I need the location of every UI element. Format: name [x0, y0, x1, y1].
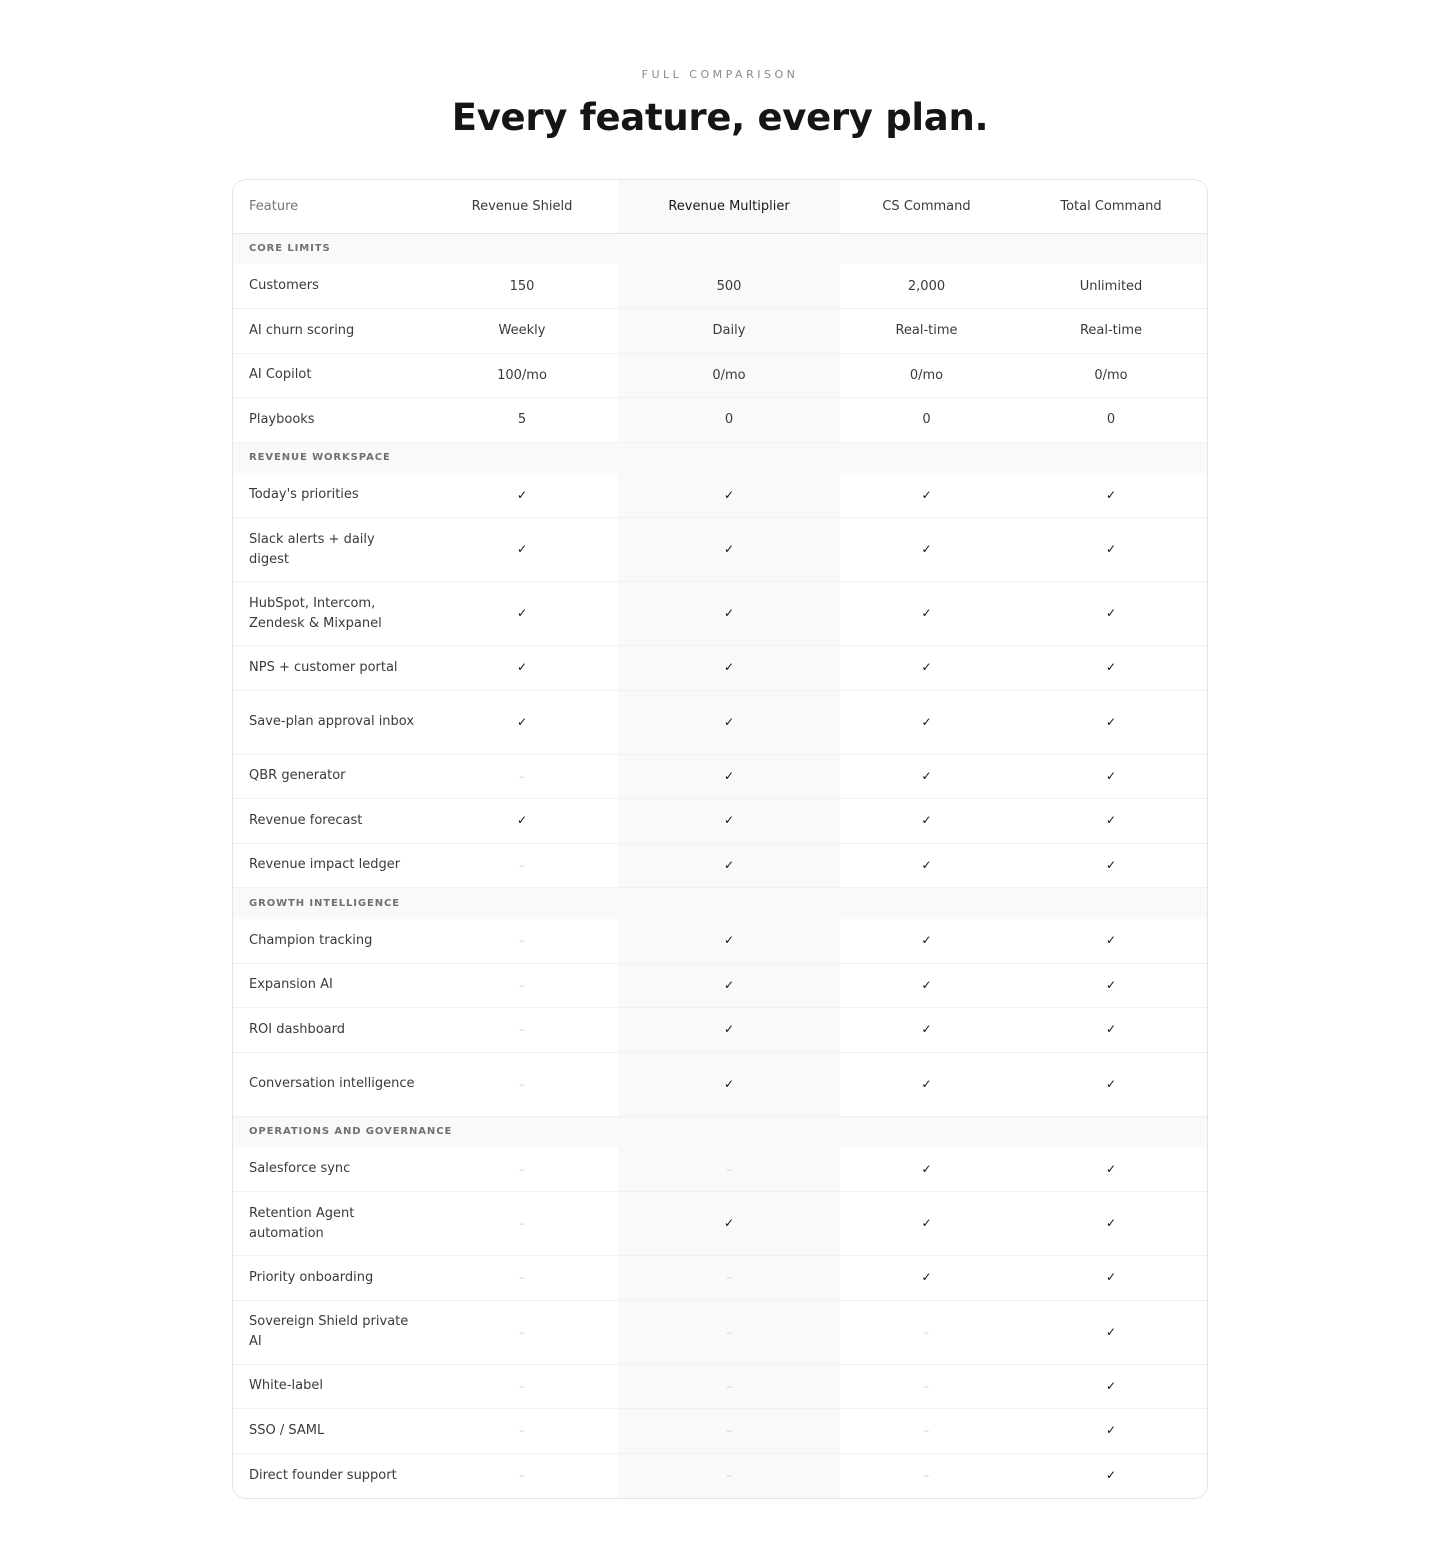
- plan-value-cell: [1013, 799, 1208, 844]
- feature-cell: [233, 398, 426, 443]
- dash-icon: –: [519, 1162, 525, 1176]
- dash-icon: –: [519, 1379, 525, 1393]
- check-icon: ✓: [1105, 1468, 1117, 1482]
- plan-value-cell: [1013, 754, 1208, 799]
- feature-label: Save-plan approval inbox: [249, 714, 415, 729]
- check-icon: ✓: [921, 487, 932, 502]
- feature-cell: [233, 1052, 426, 1116]
- table-row: [233, 309, 1208, 354]
- feature-cell: [233, 353, 426, 398]
- feature-label: ROI dashboard: [249, 1021, 346, 1037]
- plan-value-cell: [1013, 843, 1208, 888]
- check-icon: ✓: [1105, 606, 1117, 620]
- plan-value-cell: [840, 963, 1013, 1008]
- plan-value-cell: [1013, 1364, 1208, 1409]
- check-icon: ✓: [921, 933, 932, 947]
- feature-label: Playbooks: [249, 411, 315, 427]
- plan-value-cell: [426, 309, 618, 354]
- plan-value-cell: [618, 353, 840, 398]
- plan-value: 100/mo: [497, 367, 547, 383]
- check-icon: ✓: [1105, 1270, 1117, 1285]
- dash-icon: –: [519, 934, 525, 947]
- plan-value-cell: [426, 646, 618, 691]
- check-icon: ✓: [921, 768, 932, 783]
- plan-value-cell: [618, 799, 840, 844]
- feature-label: SSO / SAML: [249, 1422, 325, 1438]
- check-icon: ✓: [1105, 1216, 1117, 1230]
- feature-cell: [233, 309, 426, 354]
- table-row: [233, 754, 1208, 799]
- feature-label: HubSpot, Intercom, Zendesk & Mixpanel: [249, 595, 382, 631]
- plan-value-cell: [1013, 582, 1208, 646]
- check-icon: ✓: [921, 714, 932, 729]
- table-row: [233, 1052, 1208, 1116]
- section-eyebrow: FULL COMPARISON: [641, 68, 799, 81]
- table-row: [233, 1300, 1208, 1364]
- feature-label: Today's priorities: [249, 487, 359, 502]
- check-icon: ✓: [921, 977, 932, 992]
- check-icon: ✓: [921, 857, 932, 872]
- plan-value: Unlimited: [1079, 278, 1143, 294]
- plan-value-cell: [840, 473, 1013, 518]
- section-title: GROWTH INTELLIGENCE: [233, 888, 1208, 919]
- plan-value-cell: [840, 646, 1013, 691]
- plan-value-cell: [840, 1147, 1013, 1192]
- dash-icon: –: [519, 1424, 525, 1438]
- feature-label: Conversation intelligence: [249, 1076, 415, 1091]
- plan-value: 0: [922, 412, 931, 428]
- plan-value-cell: [1013, 309, 1208, 354]
- check-icon: ✓: [723, 1076, 735, 1091]
- plan-value-cell: [1013, 1256, 1208, 1301]
- plan-value-cell: [840, 1364, 1013, 1409]
- plan-value-cell: [1013, 690, 1208, 754]
- plan-value-cell: [618, 1052, 840, 1116]
- plan-value-cell: [426, 919, 618, 964]
- table-row: [233, 690, 1208, 754]
- dash-icon: –: [519, 858, 525, 872]
- feature-label: Revenue forecast: [249, 812, 363, 828]
- dash-icon: –: [519, 1325, 525, 1339]
- feature-label: NPS + customer portal: [249, 659, 398, 675]
- plan-value-cell: [426, 1052, 618, 1116]
- column-header-revenue-multiplier: Revenue Multiplier: [618, 180, 840, 233]
- plan-value-cell: [618, 1147, 840, 1192]
- feature-cell: [233, 963, 426, 1008]
- plan-value-cell: [840, 1256, 1013, 1301]
- dash-icon: –: [519, 978, 525, 992]
- check-icon: ✓: [1105, 714, 1117, 729]
- feature-cell: [233, 799, 426, 844]
- check-icon: ✓: [723, 813, 735, 828]
- feature-cell: [233, 1192, 426, 1256]
- check-icon: ✓: [516, 813, 528, 828]
- check-icon: ✓: [1105, 768, 1117, 783]
- dash-icon: –: [519, 769, 525, 783]
- comparison-table: [233, 180, 1208, 1498]
- plan-value-cell: [618, 1008, 840, 1053]
- plan-value-cell: [426, 353, 618, 398]
- feature-label: Revenue impact ledger: [249, 857, 401, 873]
- plan-value-cell: [426, 1453, 618, 1498]
- table-row: [233, 963, 1208, 1008]
- plan-value-cell: [1013, 1453, 1208, 1498]
- check-icon: ✓: [921, 1270, 932, 1285]
- feature-label: White-label: [249, 1378, 323, 1394]
- plan-value-cell: [618, 309, 840, 354]
- plan-value-cell: [1013, 963, 1208, 1008]
- plan-value-cell: [426, 264, 618, 309]
- check-icon: ✓: [723, 660, 735, 675]
- table-row: [233, 919, 1208, 964]
- check-icon: ✓: [723, 768, 735, 783]
- feature-label: Expansion AI: [249, 977, 333, 993]
- table-row: [233, 843, 1208, 888]
- plan-value: Weekly: [498, 323, 546, 339]
- feature-label: Customers: [249, 278, 319, 293]
- feature-cell: [233, 1364, 426, 1409]
- check-icon: ✓: [921, 1216, 932, 1230]
- table-row: [233, 1147, 1208, 1192]
- plan-value-cell: [1013, 473, 1208, 518]
- table-row: [233, 1256, 1208, 1301]
- check-icon: ✓: [1105, 1076, 1117, 1091]
- plan-value-cell: [1013, 398, 1208, 443]
- comparison-table-card: [232, 179, 1208, 1499]
- plan-value-cell: [426, 518, 618, 582]
- feature-cell: [233, 843, 426, 888]
- column-header-feature: Feature: [233, 180, 426, 233]
- feature-label: Retention Agent automation: [249, 1205, 355, 1241]
- check-icon: ✓: [1105, 1324, 1117, 1339]
- table-row: [233, 1192, 1208, 1256]
- plan-value-cell: [618, 919, 840, 964]
- plan-value-cell: [426, 1008, 618, 1053]
- check-icon: ✓: [723, 1022, 735, 1037]
- section-header-row: [233, 1116, 1208, 1147]
- plan-value-cell: [1013, 919, 1208, 964]
- check-icon: ✓: [921, 1022, 932, 1037]
- plan-value: 0: [724, 412, 734, 428]
- plan-value: 5: [517, 412, 527, 428]
- table-row: [233, 1453, 1208, 1498]
- dash-icon: –: [923, 1424, 930, 1438]
- check-icon: ✓: [723, 1216, 735, 1230]
- plan-value-cell: [426, 1147, 618, 1192]
- dash-icon: –: [726, 1162, 732, 1176]
- dash-icon: –: [519, 1469, 525, 1482]
- plan-value-cell: [840, 1192, 1013, 1256]
- section-title: OPERATIONS AND GOVERNANCE: [233, 1116, 1208, 1147]
- plan-value: 0/mo: [712, 367, 746, 383]
- check-icon: ✓: [1105, 813, 1117, 828]
- check-icon: ✓: [1105, 977, 1117, 992]
- dash-icon: –: [923, 1469, 930, 1482]
- feature-cell: [233, 1453, 426, 1498]
- plan-value-cell: [1013, 1008, 1208, 1053]
- plan-value-cell: [426, 1364, 618, 1409]
- check-icon: ✓: [921, 606, 932, 620]
- check-icon: ✓: [921, 660, 932, 675]
- feature-label: Sovereign Shield private AI: [249, 1314, 409, 1349]
- plan-value-cell: [618, 690, 840, 754]
- feature-cell: [233, 473, 426, 518]
- plan-value-cell: [618, 1192, 840, 1256]
- plan-value-cell: [426, 1192, 618, 1256]
- plan-value-cell: [618, 582, 840, 646]
- section-title: REVENUE WORKSPACE: [233, 442, 1208, 473]
- dash-icon: –: [726, 1469, 732, 1482]
- check-icon: ✓: [516, 542, 528, 556]
- plan-value-cell: [618, 1300, 840, 1364]
- plan-value: Real-time: [1079, 323, 1143, 339]
- plan-value-cell: [426, 398, 618, 443]
- table-body: [233, 233, 1208, 1498]
- plan-value-cell: [840, 1052, 1013, 1116]
- table-row: [233, 1409, 1208, 1454]
- check-icon: ✓: [1105, 542, 1117, 556]
- check-icon: ✓: [1105, 857, 1117, 872]
- check-icon: ✓: [1105, 1022, 1117, 1037]
- table-row: [233, 518, 1208, 582]
- feature-label: Slack alerts + daily digest: [249, 531, 375, 567]
- section-header-row: [233, 888, 1208, 919]
- table-row: [233, 646, 1208, 691]
- check-icon: ✓: [921, 1076, 932, 1091]
- check-icon: ✓: [723, 977, 735, 992]
- check-icon: ✓: [1105, 1423, 1117, 1438]
- plan-value-cell: [1013, 1147, 1208, 1192]
- plan-value-cell: [618, 1256, 840, 1301]
- check-icon: ✓: [516, 606, 528, 620]
- feature-cell: [233, 582, 426, 646]
- plan-value-cell: [840, 843, 1013, 888]
- column-header-total-command: Total Command: [1013, 180, 1208, 233]
- plan-value-cell: [1013, 518, 1208, 582]
- plan-value-cell: [840, 1300, 1013, 1364]
- feature-cell: [233, 1300, 426, 1364]
- plan-value-cell: [618, 473, 840, 518]
- check-icon: ✓: [723, 714, 735, 729]
- check-icon: ✓: [723, 542, 735, 556]
- check-icon: ✓: [1105, 660, 1117, 675]
- plan-value-cell: [840, 309, 1013, 354]
- plan-value-cell: [426, 754, 618, 799]
- plan-value-cell: [426, 582, 618, 646]
- plan-value: 0/mo: [909, 367, 944, 383]
- feature-cell: [233, 518, 426, 582]
- plan-value-cell: [618, 398, 840, 443]
- plan-value-cell: [840, 353, 1013, 398]
- check-icon: ✓: [723, 933, 735, 947]
- check-icon: ✓: [516, 714, 528, 729]
- plan-value-cell: [618, 963, 840, 1008]
- dash-icon: –: [726, 1271, 732, 1285]
- plan-value-cell: [426, 1256, 618, 1301]
- plan-value-cell: [426, 1409, 618, 1454]
- plan-value-cell: [840, 264, 1013, 309]
- dash-icon: –: [519, 1271, 525, 1285]
- feature-label: Direct founder support: [249, 1467, 397, 1483]
- column-header-revenue-shield: Revenue Shield: [426, 180, 618, 233]
- dash-icon: –: [923, 1379, 930, 1393]
- plan-value-cell: [618, 1364, 840, 1409]
- plan-value: 150: [509, 278, 535, 294]
- table-row: [233, 1364, 1208, 1409]
- feature-cell: [233, 754, 426, 799]
- plan-value-cell: [618, 754, 840, 799]
- plan-value-cell: [426, 843, 618, 888]
- table-row: [233, 799, 1208, 844]
- plan-value: 2,000: [907, 278, 946, 294]
- check-icon: ✓: [921, 542, 932, 556]
- column-header-cs-command: CS Command: [840, 180, 1013, 233]
- table-row: [233, 1008, 1208, 1053]
- plan-value-cell: [1013, 1300, 1208, 1364]
- plan-value-cell: [840, 1453, 1013, 1498]
- feature-label: QBR generator: [249, 768, 346, 784]
- dash-icon: –: [519, 1023, 525, 1037]
- plan-value-cell: [618, 1453, 840, 1498]
- check-icon: ✓: [723, 487, 735, 502]
- feature-label: AI Copilot: [249, 367, 312, 383]
- plan-value-cell: [1013, 1052, 1208, 1116]
- table-row: [233, 264, 1208, 309]
- plan-value: 500: [716, 278, 742, 294]
- plan-value: Real-time: [895, 323, 958, 339]
- table-row: [233, 473, 1208, 518]
- feature-label: Salesforce sync: [249, 1161, 351, 1176]
- plan-value-cell: [840, 398, 1013, 443]
- section-header-row: [233, 233, 1208, 264]
- section-title: CORE LIMITS: [233, 233, 1208, 264]
- check-icon: ✓: [921, 1161, 932, 1176]
- plan-value-cell: [618, 843, 840, 888]
- check-icon: ✓: [516, 660, 528, 675]
- plan-value-cell: [840, 518, 1013, 582]
- dash-icon: –: [726, 1424, 732, 1438]
- table-row: [233, 353, 1208, 398]
- dash-icon: –: [519, 1077, 525, 1091]
- feature-cell: [233, 1147, 426, 1192]
- check-icon: ✓: [1105, 1378, 1117, 1393]
- feature-label: Priority onboarding: [249, 1269, 374, 1285]
- check-icon: ✓: [516, 487, 528, 502]
- plan-value-cell: [426, 473, 618, 518]
- section-header-row: [233, 442, 1208, 473]
- plan-value-cell: [426, 690, 618, 754]
- plan-value-cell: [1013, 1192, 1208, 1256]
- plan-value: Daily: [712, 323, 746, 339]
- feature-cell: [233, 690, 426, 754]
- plan-value-cell: [840, 919, 1013, 964]
- dash-icon: –: [726, 1325, 732, 1339]
- feature-label: AI churn scoring: [249, 322, 355, 338]
- plan-value-cell: [618, 1409, 840, 1454]
- plan-value-cell: [1013, 353, 1208, 398]
- check-icon: ✓: [1105, 487, 1117, 502]
- table-row: [233, 582, 1208, 646]
- feature-cell: [233, 646, 426, 691]
- check-icon: ✓: [723, 857, 735, 872]
- feature-cell: [233, 1409, 426, 1454]
- table-row: [233, 398, 1208, 443]
- dash-icon: –: [519, 1217, 525, 1230]
- plan-value-cell: [426, 1300, 618, 1364]
- feature-cell: [233, 919, 426, 964]
- feature-label: Champion tracking: [249, 932, 373, 948]
- feature-cell: [233, 1256, 426, 1301]
- plan-value-cell: [840, 754, 1013, 799]
- plan-value-cell: [1013, 646, 1208, 691]
- table-header-row: [233, 180, 1208, 233]
- page-title: Every feature, every plan.: [451, 96, 989, 139]
- plan-value-cell: [840, 582, 1013, 646]
- plan-value-cell: [840, 690, 1013, 754]
- check-icon: ✓: [1105, 933, 1117, 947]
- dash-icon: –: [726, 1379, 732, 1393]
- plan-value-cell: [1013, 1409, 1208, 1454]
- plan-value-cell: [426, 963, 618, 1008]
- feature-cell: [233, 264, 426, 309]
- plan-value-cell: [840, 799, 1013, 844]
- plan-value-cell: [618, 518, 840, 582]
- plan-value-cell: [1013, 264, 1208, 309]
- plan-value-cell: [840, 1409, 1013, 1454]
- plan-value: 0: [1106, 412, 1116, 428]
- plan-value-cell: [618, 264, 840, 309]
- check-icon: ✓: [1105, 1161, 1117, 1176]
- feature-cell: [233, 1008, 426, 1053]
- check-icon: ✓: [921, 813, 932, 828]
- check-icon: ✓: [723, 606, 735, 620]
- plan-value-cell: [840, 1008, 1013, 1053]
- plan-value-cell: [618, 646, 840, 691]
- plan-value: 0/mo: [1094, 367, 1128, 383]
- dash-icon: –: [923, 1325, 930, 1339]
- plan-value-cell: [426, 799, 618, 844]
